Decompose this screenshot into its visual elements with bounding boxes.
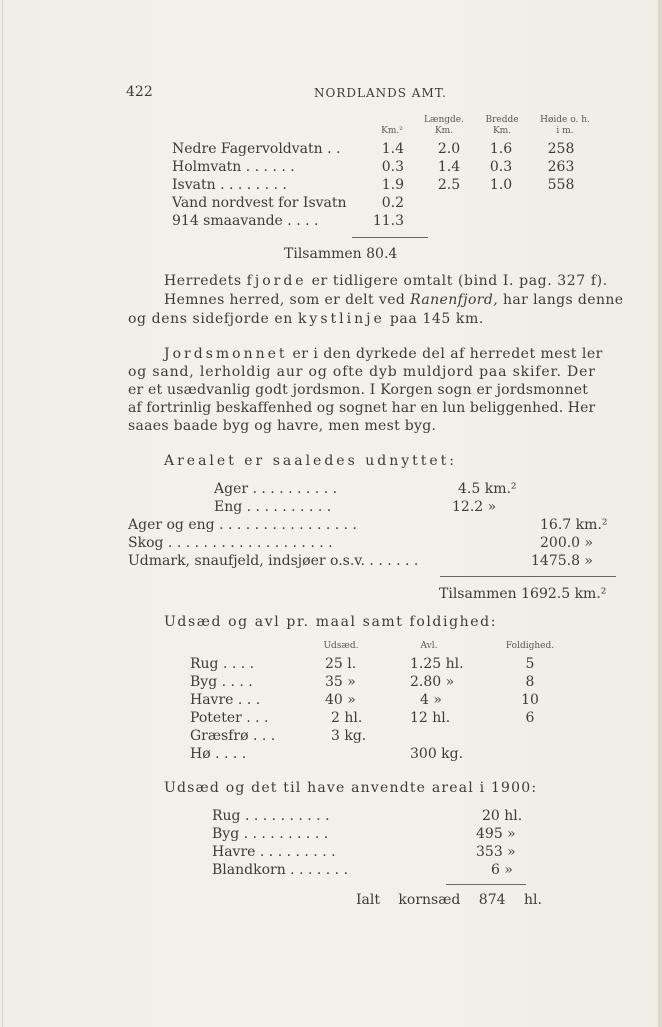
divider — [352, 237, 428, 238]
lake-length: 2.0 — [437, 141, 461, 157]
sowing-crop: Havre . . . — [190, 692, 261, 708]
sowing-seed: 40 » — [325, 692, 356, 708]
para1-line3: og dens sidefjorde en kystlinje paa 145 km. — [128, 311, 484, 327]
sowing-seed: 35 » — [325, 674, 356, 690]
col-seed: Udsæd. — [323, 641, 359, 651]
sowing-crop: Græsfrø . . . — [190, 728, 276, 744]
lake-name: Isvatn . . . . . . . . — [172, 177, 287, 193]
lake-area: 1.4 — [381, 141, 404, 157]
para2-line2: og sand, lerholdig aur og ofte dyb muldjord paa skifer. Der — [128, 364, 596, 380]
col-height-bottom: i m. — [556, 126, 574, 136]
area-udmark-value: 1475.8 » — [531, 553, 594, 569]
left-edge — [2, 0, 3, 1027]
sowing-yield: 4 » — [420, 692, 442, 708]
lake-area: 1.9 — [381, 177, 404, 193]
col-fold: Foldighed. — [505, 641, 555, 651]
lake-length: 1.4 — [437, 159, 461, 175]
area-skog-value: 200.0 » — [540, 535, 594, 551]
lake-area: 11.3 — [372, 213, 404, 229]
sowing-crop: Hø . . . . — [190, 746, 247, 762]
para1-line1: Herredets fjorde er tidligere omtalt (bind I. pag. 327 f). — [164, 273, 608, 289]
sowing-yield: 1.25 hl. — [410, 656, 464, 672]
sowing-fold: 10 — [521, 692, 539, 708]
col-area: Km.² — [381, 126, 403, 136]
garden-value: 495 » — [476, 826, 516, 842]
lake-name: Nedre Fagervoldvatn . . — [172, 141, 341, 157]
area-total: Tilsammen 1692.5 km.² — [439, 586, 607, 602]
col-width-bottom: Km. — [492, 126, 512, 136]
lake-name: Holmvatn . . . . . . — [172, 159, 295, 175]
garden-crop: Havre . . . . . . . . . — [212, 844, 336, 860]
lake-width: 0.3 — [489, 159, 513, 175]
lake-height: 263 — [547, 159, 575, 175]
sowing-yield: 2.80 » — [410, 674, 455, 690]
sowing-heading: Udsæd og avl pr. maal samt foldighed: — [164, 614, 498, 630]
sowing-yield: 300 kg. — [410, 746, 464, 762]
area-ager-value: 4.5 km.² — [458, 481, 517, 497]
area-eng-label: Eng . . . . . . . . . . — [214, 499, 332, 515]
sowing-seed: 2 hl. — [331, 710, 363, 726]
para2-line1: Jordsmonnet er i den dyrkede del af herredet mest ler — [164, 346, 603, 362]
lake-height: 258 — [547, 141, 575, 157]
lakes-total: Tilsammen 80.4 — [284, 246, 398, 262]
garden-crop: Blandkorn . . . . . . . — [212, 862, 349, 878]
divider — [440, 576, 616, 577]
lake-width: 1.0 — [489, 177, 513, 193]
garden-crop: Byg . . . . . . . . . . — [212, 826, 329, 842]
sowing-fold: 8 — [525, 674, 535, 690]
sowing-yield: 12 hl. — [410, 710, 451, 726]
running-title: NORDLANDS AMT. — [314, 86, 447, 100]
garden-value: 6 » — [491, 862, 513, 878]
area-udmark-label: Udmark, snaufjeld, indsjøer o.s.v. . . . . . . — [128, 553, 419, 569]
sowing-crop: Rug . . . . — [190, 656, 255, 672]
para2-line4: af fortrinlig beskaffenhed og sognet har en lun beliggenhed. Her — [128, 400, 596, 416]
garden-value: 353 » — [476, 844, 516, 860]
sowing-seed: 3 kg. — [331, 728, 367, 744]
lake-width: 1.6 — [489, 141, 513, 157]
garden-crop: Rug . . . . . . . . . . — [212, 808, 330, 824]
page-number: 422 — [126, 84, 153, 100]
lake-area: 0.2 — [381, 195, 404, 211]
divider — [446, 884, 526, 885]
garden-total: Ialt kornsæd 874 hl. — [356, 892, 542, 908]
garden-value: 20 hl. — [482, 808, 523, 824]
col-width-top: Bredde — [485, 115, 519, 125]
lake-height: 558 — [547, 177, 575, 193]
sowing-crop: Poteter . . . — [190, 710, 269, 726]
para1-line2: Hemnes herred, som er delt ved Ranenfjord, har langs denne — [164, 292, 624, 308]
sowing-fold: 5 — [525, 656, 535, 672]
para2-line5: saaes baade byg og havre, men mest byg. — [128, 418, 437, 434]
area-ager-label: Ager . . . . . . . . . . — [214, 481, 338, 497]
area-ager-eng-label: Ager og eng . . . . . . . . . . . . . . . . — [128, 517, 358, 533]
col-length-bottom: Km. — [434, 126, 454, 136]
col-length-top: Længde. — [424, 115, 464, 125]
col-yield: Avl. — [420, 641, 438, 651]
sowing-fold: 6 — [525, 710, 535, 726]
lake-name: Vand nordvest for Isvatn — [172, 195, 347, 211]
right-edge — [658, 0, 662, 1027]
lake-area: 0.3 — [381, 159, 404, 175]
sowing-crop: Byg . . . . — [190, 674, 253, 690]
area-eng-value: 12.2 » — [452, 499, 497, 515]
area-skog-label: Skog . . . . . . . . . . . . . . . . . . . — [128, 535, 333, 551]
para2-line3: er et usædvanlig godt jordsmon. I Korgen sogn er jordsmonnet — [128, 382, 589, 398]
area-ager-eng-value: 16.7 km.² — [540, 517, 608, 533]
sowing-seed: 25 l. — [325, 656, 357, 672]
area-heading: Arealet er saaledes udnyttet: — [164, 453, 458, 469]
lake-name: 914 smaavande . . . . — [172, 213, 319, 229]
lake-length: 2.5 — [437, 177, 461, 193]
col-height-top: Høide o. h. — [540, 115, 590, 125]
garden-heading: Udsæd og det til have anvendte areal i 1900: — [164, 780, 538, 796]
